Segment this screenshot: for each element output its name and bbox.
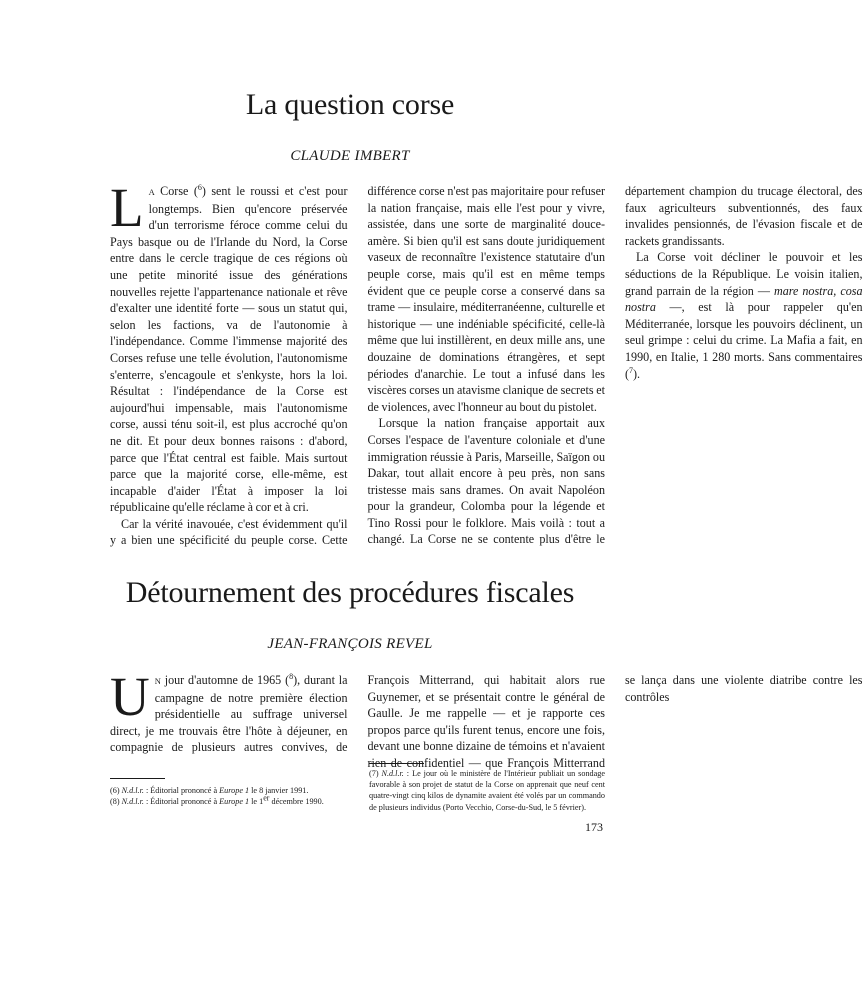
paragraph — [625, 249, 863, 382]
paragraph-text: ) sent le roussi et c'est pour longtemps. Bien qu'encore préservée d'un terrorisme féroce comme celui du Pays basque ou de l'Irlande du Nord, la Corse entre dans le cercle tragique de ces régions où une petite minorité issue des générations nouvelles rejette l'appartenance nationale et rêve d'exalter une identité forte — sous un statut qui, selon les factions, va de l'autonomie à l'indépendance. Comme l'immense majorité des Corses refuse une telle évolution, l'autonomisme s'enterre, s'encagoule et s'enkyste, hors la loi. Résultat : l'indépendance de la Corse est aujourd'hui impensable, mais l'autonomisme corse, aussi ténu soit-il, est plus accroché qu'on ne dit. Et pour deux bonnes raisons : d'abord, parce que l'État central est faible. Mais surtout parce que la majorité corse, elle-même, est incapable d'aider l'État à imposer la loi républicaine qu'elle réclame à cor et à cri. — [110, 184, 348, 515]
drop-cap: U — [110, 666, 150, 727]
paragraph — [110, 666, 863, 772]
footnote-ref: 6 — [197, 182, 202, 192]
footnote-rule — [110, 778, 165, 779]
small-caps-start: A — [148, 187, 155, 197]
footnote-media: Europe 1 — [219, 797, 250, 807]
footnote-text: : Éditorial prononcé à — [143, 786, 220, 795]
italic-phrase: mare nostra, cosa nostra — [625, 283, 863, 315]
footnote-media: Europe 1 — [219, 786, 250, 795]
footnote-sup: er — [263, 793, 270, 803]
footnote-7 — [369, 768, 605, 813]
footnotes-left — [110, 785, 360, 807]
footnote-text: le 8 janvier 1991. — [249, 786, 309, 795]
paragraph-text: Corse ( — [154, 184, 198, 198]
paragraph: Lorsque la nation française apportait aux Corses l'espace de l'aventure coloniale et d'une immigration réussie à Paris, Marseille, Saïgon ou Dakar, tout allait encore à peu près, non sans tristesse mais sans drames. On avait Napoléon pour la grandeur, Colomba pour la légende et Tino Rossi pour le folklore. Mais voilà : tout a changé. La Corse ne se contente plus d'être le département champion du trucage électoral, des faux agriculteurs subventionnés, des faux invalides pensionnés, de l'évasion fiscale et de rackets grandissants. — [367, 184, 863, 547]
paragraph-text: ). — [633, 366, 641, 381]
footnote-ref: 8 — [289, 671, 294, 681]
footnote-8 — [110, 793, 360, 807]
footnote-label: N.d.l.r. — [121, 797, 144, 807]
footnote-text: le 1 — [249, 797, 264, 807]
article-author: CLAUDE IMBERT — [290, 148, 410, 164]
paragraph: Car la vérité inavouée, c'est évidemment qu'il y a bien une spécificité du peuple corse. Cette différence corse n'est pas majoritaire pour refuser la nation française, mais elle l'est pour y vivre, assistée, dans une sorte de marginalité douce-amère. Si bien qu'il est sans doute juridiquement vaseux de reconnaître l'existence statutaire d'un peuple corse, mais qu'il est en même temps évident que ce peuple corse a conservé dans sa trame — insulaire, méditerranéenne, culturelle et historique — une indéniable spécificité, celle-là même que lui instillèrent, en deux mille ans, une douzaine de dominations étrangères, et sept périodes d'anarchie. Le tout a infusé dans les viscères corses un atavisme clanique de secrets et de violences, avec l'honneur au bout du pistolet. — [110, 184, 605, 548]
article-2-text — [110, 666, 863, 772]
drop-cap: L — [110, 177, 144, 238]
footnote-text: : Éditorial prononcé à — [143, 797, 220, 807]
footnote-number: (7) — [369, 769, 379, 778]
footnote-rule — [369, 763, 424, 764]
article-author: JEAN-FRANÇOIS REVEL — [267, 636, 433, 652]
footnote-number: (6) — [110, 786, 120, 795]
article-title: La question corse — [245, 88, 455, 121]
paragraph — [110, 177, 348, 516]
article-1-text — [110, 177, 863, 553]
page-number: 173 — [585, 820, 603, 834]
paragraph-text: ), durant la campagne de notre première élection présidentielle au suffrage universel direct, je me trouvais être l'hôte à déjeuner, en compagnie de plusieurs autres convives, de François Mitterrand, qui habitait alors rue Guynemer, et se présentait contre le général de Gaulle. Je me rappelle — et je rapporte ces propos parce qu'ils furent tenus, encore une fois, devant une bonne dizaine de témoins et n'avaient rien de confidentiel — que François Mitterrand se lança dans une violente diatribe contre les contrôles — [110, 673, 863, 770]
footnote-number: (8) — [110, 797, 120, 807]
small-caps-start: N — [154, 676, 161, 686]
footnote-label: N.d.l.r. — [121, 786, 144, 795]
footnote-label: N.d.l.r. — [381, 769, 404, 778]
footnote-text: décembre 1990. — [269, 797, 324, 807]
footnotes-right — [369, 768, 605, 813]
footnote-ref: 7 — [629, 365, 634, 375]
paragraph-text: —, est là pour rappeler qu'en Méditerranée, lorsque les pouvoirs déclinent, un seul grimpe : celui du crime. La Mafia a fait, en 1990, en Italie, 1 280 morts. Sans commentaires ( — [625, 300, 863, 381]
footnote-text: : Le jour où le ministère de l'Intérieur publiait un sondage favorable à son projet de statut de la Corse on apprenait que neuf cent quatre-vingt cinq kilos de dynamite avaient été volés par un commando de plusieurs individus (Porto Vecchio, Corse-du-Sud, le 5 février). — [369, 769, 605, 812]
footnote-6 — [110, 785, 360, 796]
article-title: Détournement des procédures fiscales — [125, 576, 575, 609]
paragraph-text: La Corse voit décliner le pouvoir et les séductions de la République. Le voisin italien, grand parrain de la région — — [625, 250, 863, 298]
paragraph-text: jour d'automne de 1965 ( — [160, 673, 290, 687]
